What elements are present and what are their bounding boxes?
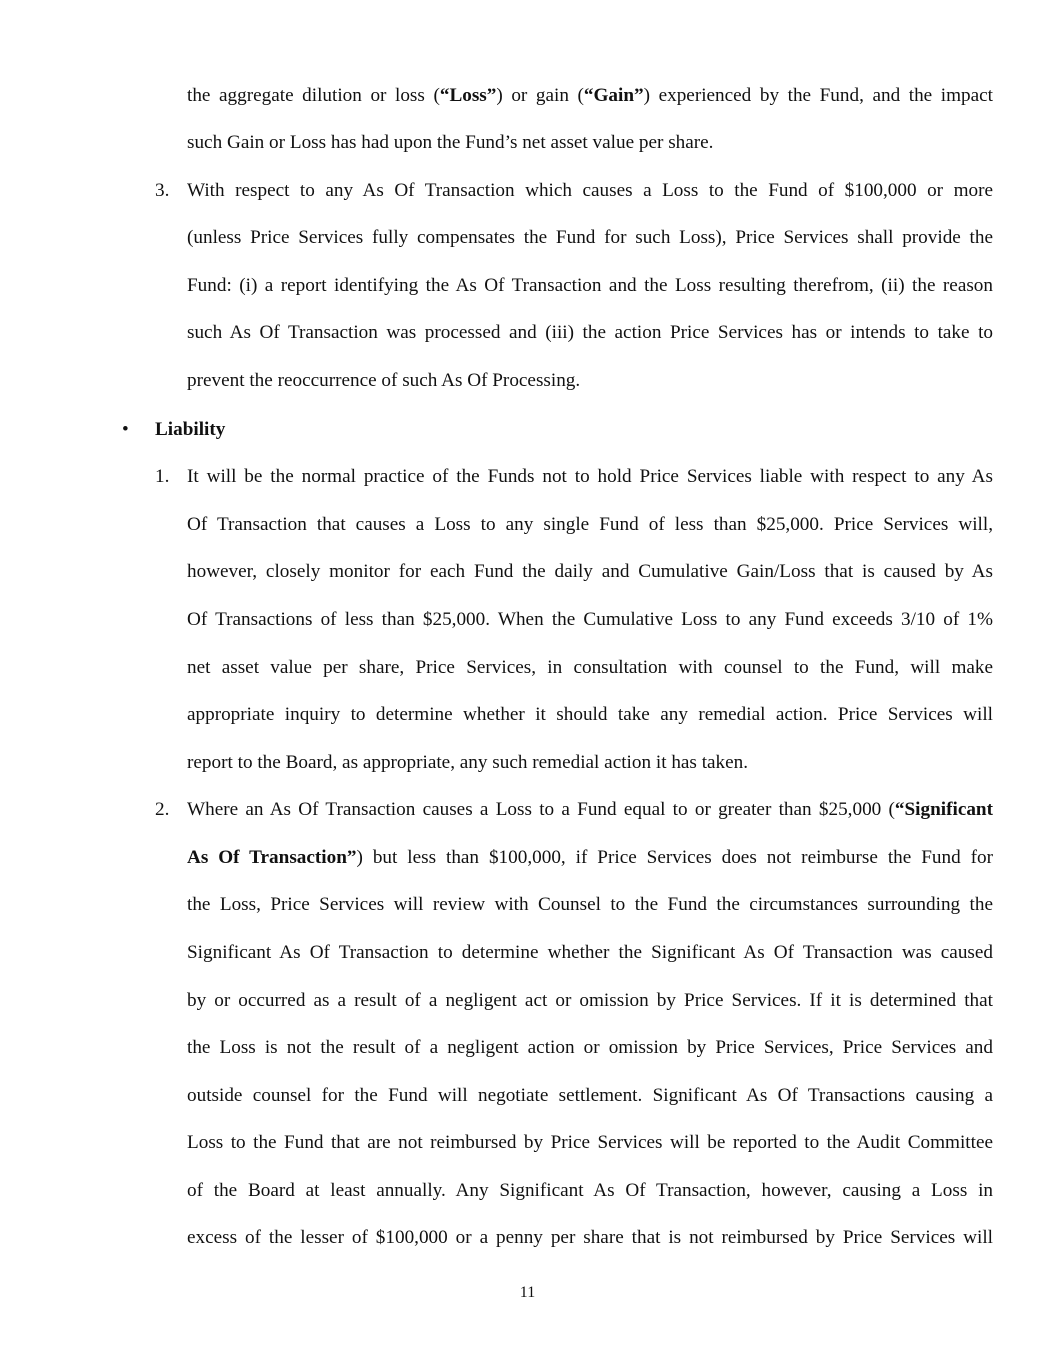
- liability-bullet-icon: •: [122, 419, 129, 440]
- liability-item-2-number: 2.: [155, 799, 170, 820]
- liability-item-1-line: It will be the normal practice of the Funds not to hold Price Services liable with respect to any As: [187, 466, 993, 487]
- liability-item-2-line: excess of the lesser of $100,000 or a penny per share that is not reimbursed by Price Services will: [187, 1227, 993, 1248]
- item-3-line: Fund: (i) a report identifying the As Of Transaction and the Loss resulting therefrom, (ii) the reason: [187, 275, 993, 296]
- intro-line-2: such Gain or Loss has had upon the Fund’s net asset value per share.: [187, 132, 714, 153]
- intro-line-1: the aggregate dilution or loss (“Loss”) or gain (“Gain”) experienced by the Fund, and the impact: [187, 85, 993, 106]
- liability-item-1-line: Of Transaction that causes a Loss to any single Fund of less than $25,000. Price Services will,: [187, 514, 993, 535]
- liability-item-1-line: however, closely monitor for each Fund the daily and Cumulative Gain/Loss that is caused by As: [187, 561, 993, 582]
- liability-item-2-line-2: As Of Transaction”) but less than $100,000, if Price Services does not reimburse the Fund for: [187, 847, 993, 868]
- liability-item-1-line: appropriate inquiry to determine whether it should take any remedial action. Price Services will: [187, 704, 993, 725]
- item-3-line: prevent the reoccurrence of such As Of Processing.: [187, 370, 581, 391]
- item-3-line: With respect to any As Of Transaction which causes a Loss to the Fund of $100,000 or more: [187, 180, 993, 201]
- liability-item-2-line: Significant As Of Transaction to determine whether the Significant As Of Transaction was caused: [187, 942, 993, 963]
- liability-item-1-number: 1.: [155, 466, 170, 487]
- liability-item-2-line: the Loss is not the result of a negligent action or omission by Price Services, Price Services and: [187, 1037, 993, 1058]
- liability-item-2-line: Loss to the Fund that are not reimbursed by Price Services will be reported to the Audit Committee: [187, 1132, 993, 1153]
- item-3-line: such As Of Transaction was processed and (iii) the action Price Services has or intends to take to: [187, 322, 993, 343]
- liability-item-2-line: outside counsel for the Fund will negotiate settlement. Significant As Of Transactions causing a: [187, 1085, 993, 1106]
- item-3-number: 3.: [155, 180, 170, 201]
- item-3-line: (unless Price Services fully compensates the Fund for such Loss), Price Services shall provide the: [187, 227, 993, 248]
- liability-item-2-line: the Loss, Price Services will review with Counsel to the Fund the circumstances surrounding the: [187, 894, 993, 915]
- page-number: 11: [519, 1284, 536, 1301]
- liability-item-2-line: by or occurred as a result of a negligent act or omission by Price Services. If it is determined that: [187, 990, 993, 1011]
- liability-item-2-line-1: Where an As Of Transaction causes a Loss to a Fund equal to or greater than $25,000 (“Significant: [187, 799, 993, 820]
- liability-item-1-line: report to the Board, as appropriate, any such remedial action it has taken.: [187, 752, 749, 773]
- liability-heading: Liability: [155, 419, 226, 440]
- liability-item-1-line: Of Transactions of less than $25,000. When the Cumulative Loss to any Fund exceeds 3/10 of 1%: [187, 609, 993, 630]
- liability-item-2-line: of the Board at least annually. Any Significant As Of Transaction, however, causing a Loss in: [187, 1180, 993, 1201]
- liability-item-1-line: net asset value per share, Price Services, in consultation with counsel to the Fund, will make: [187, 657, 993, 678]
